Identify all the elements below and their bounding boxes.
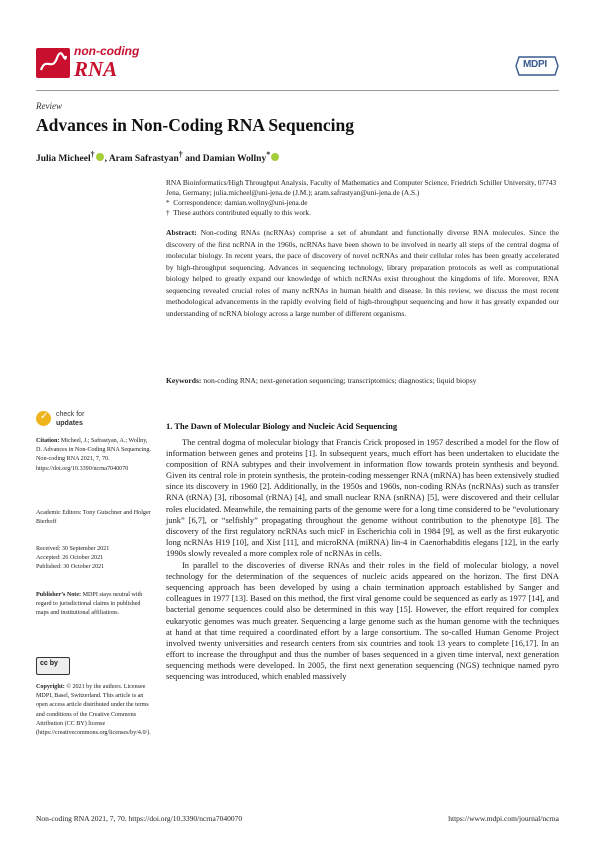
journal-logo bbox=[36, 44, 156, 84]
citation-block bbox=[36, 437, 154, 474]
equal-contribution-note: These authors contributed equally to this work. bbox=[173, 208, 311, 217]
publisher-note-text: MDPI stays neutral with regard to jurisdictional claims in published maps and institutional affiliations. bbox=[36, 592, 143, 617]
author-mark: † bbox=[178, 150, 183, 159]
section-heading: 1. The Dawn of Molecular Biology and Nucleic Acid Sequencing bbox=[166, 421, 398, 431]
academic-editors: Academic Editors: Tony Gutschner and Holger Bierhoff bbox=[36, 510, 151, 526]
journal-name-line1: non-coding bbox=[74, 44, 140, 58]
footer-journal-link[interactable]: https://www.mdpi.com/journal/ncrna bbox=[448, 814, 559, 823]
author-mark: † bbox=[90, 150, 95, 159]
copyright-block bbox=[36, 683, 154, 738]
keywords bbox=[166, 375, 559, 386]
accepted-date: Accepted: 26 October 2021 bbox=[36, 555, 104, 562]
abstract-text: Non-coding RNAs (ncRNAs) comprise a set of abundant and functionally diverse RNA molecules. Since the discovery of the first ncRNA in the 1960s, ncRNAs have been shown to be involved in nearly all steps of the central dogma of molecular biology. In recent years, the pace of discovery of novel ncRNAs and their cellular roles has been greatly accelerated by high-throughput sequencing. Advances in sequencing technology, library preparation protocols as well as computational biology helped to greatly expand our knowledge of which ncRNAs exist throughout the kingdoms of life. Moreover, RNA sequencing revealed crucial roles of many ncRNAs in human health and disease. In this review, we discuss the most recent methodological advancements in the rapidly evolving field of high-throughput sequencing and how it has greatly expanded our understanding of ncRNA biology across a large number of different organisms. bbox=[166, 228, 559, 318]
author-mark: * bbox=[266, 150, 271, 159]
orcid-icon[interactable] bbox=[271, 153, 279, 161]
article-title: Advances in Non-Coding RNA Sequencing bbox=[36, 115, 354, 135]
author-name[interactable]: Julia Micheel bbox=[36, 154, 91, 165]
citation-label: Citation: bbox=[36, 438, 60, 444]
check-updates-icon: ✓ bbox=[36, 411, 51, 426]
author-name[interactable]: Aram Safrastyan bbox=[108, 154, 179, 165]
received-date: Received: 30 September 2021 bbox=[36, 546, 110, 552]
publisher-note-label: Publisher’s Note: bbox=[36, 592, 82, 598]
citation-text[interactable]: Micheel, J.; Safrastyan, A.; Wollny, D. Advances in Non-Coding RNA Sequencing. Non-coding RNA 2021, 7, 70. https://doi.org/10.3390/ncrna7040070 bbox=[36, 438, 151, 472]
correspondence[interactable]: Correspondence: damian.wollny@uni-jena.de bbox=[173, 198, 308, 207]
footer-citation[interactable]: Non-coding RNA 2021, 7, 70. https://doi.org/10.3390/ncrna7040070 bbox=[36, 814, 243, 823]
keywords-label: Keywords: bbox=[166, 376, 202, 385]
body-paragraph: The central dogma of molecular biology that Francis Crick proposed in 1957 described a model for the flow of information between genes and proteins [1]. In subsequent years, much effort has been undertaken to elucidate the composition of RNA subtypes and their involvement in information flow towards protein synthesis and beyond. Given its central role in protein synthesis, the protein-coding messenger RNA (mRNA) has been extensively studied since its discovery in 1960 [2]. Additionally, in the 1950s and 1960s, non-coding RNAs (ncRNAs) such as transfer RNA (tRNA) [3], ribosomal (rRNA) [4], and small nuclear RNA (snRNA) [5], were discovered and their cellular roles elucidated. Meanwhile, the remaining parts of the genome were for a long time considered to be “evolutionary junk” [6,7], or “selfishly” propagating throughout the genome without contribution to the phenotype [8]. The discovery of the first regulatory ncRNAs such micF in Escherichia coli in 1984 [9], as well as the first eukaryotic long ncRNAs H19 [10], and Xist [11], and microRNA (miRNA) lin-4 in Caenorhabditis elegans [12], in the early 1990s slowly revealed a more complex role of ncRNAs in cells. bbox=[166, 437, 559, 558]
body-paragraph: In parallel to the discoveries of diverse RNAs and their roles in the field of molecular biology, a novel technology for the determination of the sequences of nucleic acids appeared on the horizon. The first DNA sequencing approach has been developed by using a chain termination approach established by Sanger and colleagues in 1977 [13]. Based on this method, the first viral genome could be sequenced as early as 1977 [14], and bacterial genome sequences could also be determined in this way [15]. However, the effort required for complex eukaryotic genomes was much greater. Sequencing a large genome such as the human genome with the techniques at hand at that time required a coordinated effort by a large consortium. The so-called Human Genome Project involved twenty universities and research centers from six countries and took 13 years to complete [16,17]. In an effort to increase the throughput and thus the number of bases sequenced in a given time interval, next generation sequencing methods were developed. In 2005, the first next generation sequencing (NGS) technique named pyro sequencing was introduced, which enabled massively bbox=[166, 560, 559, 681]
dates-block bbox=[36, 545, 154, 573]
author-name[interactable]: Damian Wollny bbox=[202, 154, 267, 165]
copyright-text: © 2021 by the authors. Licensee MDPI, Basel, Switzerland. This article is an open access article distributed under the terms and conditions of the Creative Commons Attribution (CC BY) license (https://creativecommons.org/licenses/by/4.0/). bbox=[36, 684, 151, 737]
mdpi-logo bbox=[515, 56, 559, 76]
section-body bbox=[166, 437, 559, 682]
author-list: Julia Micheel† , Aram Safrastyan† and Damian Wollny* bbox=[36, 150, 280, 164]
affiliation-block: RNA Bioinformatics/High Throughput Analysis, Faculty of Mathematics and Computer Science, Friedrich Schiller University, 07743 Jena, Germany; julia.micheel@uni-jena.de (J.M.); aram.safrastyan@uni-jena.de (A.S.) * Correspondence: damian.wollny@uni-jena.de † These authors contributed equally to this work. bbox=[166, 178, 559, 218]
cc-by-license-icon[interactable]: cc by bbox=[36, 657, 70, 675]
journal-logo-icon bbox=[36, 48, 70, 78]
article-type: Review bbox=[36, 101, 62, 111]
check-for-updates-badge[interactable]: ✓ check for updates bbox=[36, 409, 106, 431]
abstract bbox=[166, 227, 559, 319]
affiliation-text: RNA Bioinformatics/High Throughput Analysis, Faculty of Mathematics and Computer Science, Friedrich Schiller University, 07743 Jena, Germany; julia.micheel@uni-jena.de (J.M.); aram.safrastyan@uni-jena.de (A.S.) bbox=[166, 178, 557, 197]
publisher-name: MDPI bbox=[523, 59, 547, 70]
copyright-label: Copyright: bbox=[36, 684, 65, 690]
orcid-icon[interactable] bbox=[96, 153, 104, 161]
header-rule bbox=[36, 90, 559, 91]
journal-name-line2: RNA bbox=[74, 57, 118, 81]
published-date: Published: 30 October 2021 bbox=[36, 564, 105, 571]
publisher-note bbox=[36, 591, 154, 619]
keywords-text: non-coding RNA; next-generation sequencing; transcriptomics; diagnostics; liquid biopsy bbox=[203, 376, 477, 385]
abstract-label: Abstract: bbox=[166, 228, 197, 237]
